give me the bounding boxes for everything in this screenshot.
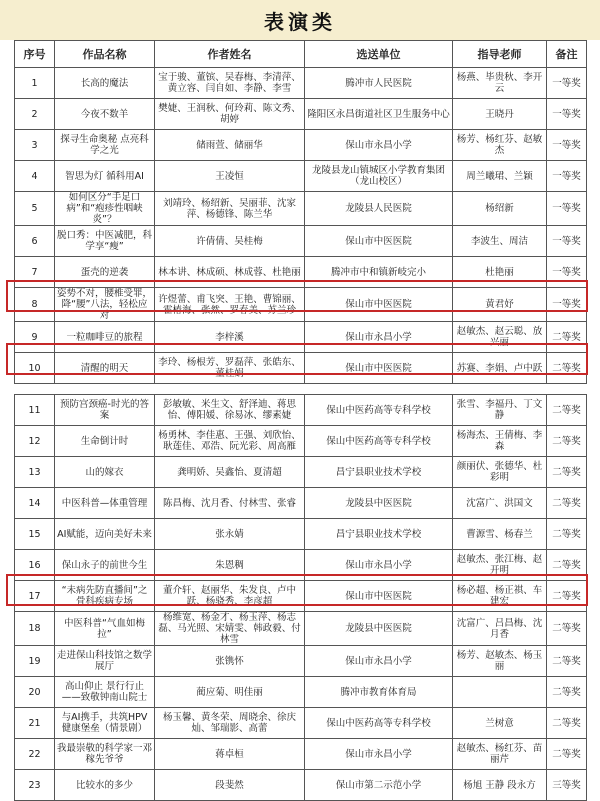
cell-remark: 二等奖	[547, 612, 587, 646]
cell-remark: 一等奖	[547, 161, 587, 192]
cell-teacher: 赵敏杰、赵云聪、放兴丽	[453, 322, 547, 353]
table-row	[15, 708, 587, 739]
cell-unit: 保山市永昌小学	[305, 550, 453, 581]
cell-teacher: 赵敏杰、张江梅、赵开明	[453, 550, 547, 581]
cell-remark: 二等奖	[547, 581, 587, 612]
cell-unit: 龙陵县人民医院	[305, 192, 453, 226]
gap-cell	[155, 384, 305, 395]
header-row	[15, 41, 587, 68]
header-teacher: 指导老师	[453, 41, 547, 68]
cell-teacher: 兰树意	[453, 708, 547, 739]
cell-unit: 保山中医药高等专科学校	[305, 426, 453, 457]
cell-remark: 二等奖	[547, 708, 587, 739]
table-row	[15, 192, 587, 226]
cell-teacher: 杨旭 王静 段永方	[453, 770, 547, 801]
cell-index: 17	[15, 581, 55, 612]
cell-remark: 三等奖	[547, 770, 587, 801]
cell-remark: 二等奖	[547, 550, 587, 581]
cell-index: 9	[15, 322, 55, 353]
cell-authors: 段斐然	[155, 770, 305, 801]
cell-remark: 二等奖	[547, 488, 587, 519]
header-authors: 作者姓名	[155, 41, 305, 68]
table-row	[15, 226, 587, 257]
cell-index: 21	[15, 708, 55, 739]
cell-work: 清醒的明天	[55, 353, 155, 384]
table-row	[15, 257, 587, 288]
cell-index: 10	[15, 353, 55, 384]
cell-authors: 许倩倩、吴桂梅	[155, 226, 305, 257]
cell-authors: 杨维宽、杨金才、杨玉萍、杨志磊、马光照、宋婧雯、韩政毅、付林雪	[155, 612, 305, 646]
cell-index: 23	[15, 770, 55, 801]
header-remark: 备注	[547, 41, 587, 68]
cell-authors: 许煜蕾、甫飞突、王艳、曹锦丽、霍椿海、张然、罗春美、苏兰珍	[155, 288, 305, 322]
cell-index: 20	[15, 677, 55, 708]
cell-unit: 腾冲市教育体育局	[305, 677, 453, 708]
cell-index: 13	[15, 457, 55, 488]
cell-teacher: 杨燕、毕贵秋、李开云	[453, 68, 547, 99]
cell-remark: 一等奖	[547, 288, 587, 322]
header-unit: 选送单位	[305, 41, 453, 68]
cell-teacher: 沈富广、吕昌梅、沈月香	[453, 612, 547, 646]
cell-work: 中医科普—体重管理	[55, 488, 155, 519]
cell-authors: 李梓溪	[155, 322, 305, 353]
cell-remark: 二等奖	[547, 395, 587, 426]
cell-index: 12	[15, 426, 55, 457]
cell-teacher: 杨芳、赵敏杰、杨玉丽	[453, 646, 547, 677]
cell-remark: 二等奖	[547, 457, 587, 488]
table-body	[15, 68, 587, 801]
cell-authors: 彭敏敏、米生文、舒泽迪、蒋思怡、傅阳媛、徐易冰、缪素婕	[155, 395, 305, 426]
section-gap	[15, 384, 587, 395]
cell-unit: 龙陵县中医医院	[305, 488, 453, 519]
table-row	[15, 488, 587, 519]
cell-work: 蛋壳的逆袭	[55, 257, 155, 288]
cell-work: 山的嫁衣	[55, 457, 155, 488]
cell-teacher: 颜丽伏、张德华、杜彩明	[453, 457, 547, 488]
cell-index: 15	[15, 519, 55, 550]
table-row	[15, 519, 587, 550]
cell-remark: 二等奖	[547, 646, 587, 677]
cell-work: 与AI携手，共筑HPV健康堡垒（情景剧）	[55, 708, 155, 739]
cell-authors: 朱恩稠	[155, 550, 305, 581]
cell-index: 3	[15, 130, 55, 161]
cell-unit: 保山市中医医院	[305, 288, 453, 322]
cell-work: 探寻生命奥秘 点亮科学之光	[55, 130, 155, 161]
cell-teacher: 曹源雪、杨春兰	[453, 519, 547, 550]
gap-cell	[305, 384, 453, 395]
cell-unit: 保山中医药高等专科学校	[305, 395, 453, 426]
cell-index: 2	[15, 99, 55, 130]
table-row	[15, 161, 587, 192]
cell-teacher: 沈富广、洪国文	[453, 488, 547, 519]
table-row	[15, 612, 587, 646]
cell-teacher	[453, 677, 547, 708]
cell-index: 1	[15, 68, 55, 99]
cell-work: 我最崇敬的科学家一邓稼先爷爷	[55, 739, 155, 770]
cell-authors: 王凌恒	[155, 161, 305, 192]
gap-cell	[547, 384, 587, 395]
cell-remark: 二等奖	[547, 677, 587, 708]
cell-unit: 腾冲市人民医院	[305, 68, 453, 99]
table-row	[15, 426, 587, 457]
cell-index: 14	[15, 488, 55, 519]
cell-index: 6	[15, 226, 55, 257]
cell-unit: 龙陵县龙山镇城区小学教育集团（龙山校区）	[305, 161, 453, 192]
cell-work: 今夜不数羊	[55, 99, 155, 130]
cell-authors: 董介轩、赵丽华、朱发良、卢中跃、杨骁秀、李彦超	[155, 581, 305, 612]
cell-authors: 杨勇林、李佳惠、王强、刘欣怡、耿莲佳、邓浩、阮光彩、周高雁	[155, 426, 305, 457]
cell-remark: 二等奖	[547, 426, 587, 457]
cell-work: 如何区分“手足口病”和“疱疹性咽峡炎”？	[55, 192, 155, 226]
cell-unit: 保山市永昌小学	[305, 646, 453, 677]
cell-index: 19	[15, 646, 55, 677]
cell-work: “未病先防直播间”之骨科疾病专场	[55, 581, 155, 612]
table-row	[15, 646, 587, 677]
cell-teacher: 周兰曦珺、兰颖	[453, 161, 547, 192]
table-row	[15, 130, 587, 161]
cell-unit: 保山市中医医院	[305, 353, 453, 384]
gap-cell	[15, 384, 55, 395]
cell-index: 16	[15, 550, 55, 581]
cell-authors: 刘靖玲、杨绍新、吴丽菲、沈家萍、杨德锋、陈兰华	[155, 192, 305, 226]
cell-authors: 陈昌梅、沈月香、付林雪、张睿	[155, 488, 305, 519]
cell-remark: 一等奖	[547, 192, 587, 226]
cell-teacher: 杨必超、杨正祺、车建宏	[453, 581, 547, 612]
cell-remark: 一等奖	[547, 226, 587, 257]
cell-work: 脱口秀：中医减肥，科学享“瘦”	[55, 226, 155, 257]
cell-teacher: 杨绍新	[453, 192, 547, 226]
cell-authors: 林本讲、林成硕、林成蓉、杜艳丽	[155, 257, 305, 288]
cell-authors: 杨玉馨、黄冬荣、周晓余、徐庆灿、邹瑞影、高蕾	[155, 708, 305, 739]
cell-remark: 一等奖	[547, 68, 587, 99]
cell-index: 4	[15, 161, 55, 192]
header-index: 序号	[15, 41, 55, 68]
cell-teacher: 王晓丹	[453, 99, 547, 130]
cell-remark: 二等奖	[547, 353, 587, 384]
cell-work: 保山永子的前世今生	[55, 550, 155, 581]
table-row	[15, 322, 587, 353]
cell-work: 预防宫颈癌-时光的答案	[55, 395, 155, 426]
cell-remark: 一等奖	[547, 257, 587, 288]
cell-authors: 龚明娇、吴鑫怡、夏清超	[155, 457, 305, 488]
cell-remark: 二等奖	[547, 322, 587, 353]
cell-index: 8	[15, 288, 55, 322]
cell-unit: 昌宁县职业技术学校	[305, 519, 453, 550]
cell-authors: 张镌怀	[155, 646, 305, 677]
gap-cell	[453, 384, 547, 395]
cell-index: 11	[15, 395, 55, 426]
table-row	[15, 677, 587, 708]
table-row	[15, 581, 587, 612]
cell-teacher: 苏赛、李娟、卢中跃	[453, 353, 547, 384]
cell-index: 7	[15, 257, 55, 288]
page-title: 表演类	[264, 10, 336, 34]
cell-authors: 李玲、杨根芳、罗磊萍、张皓东、董桂娟	[155, 353, 305, 384]
cell-work: 比较水的多少	[55, 770, 155, 801]
table-row	[15, 550, 587, 581]
cell-authors: 樊婕、王润秋、何玲莉、陈文秀、胡婷	[155, 99, 305, 130]
cell-teacher: 杜艳丽	[453, 257, 547, 288]
table-row	[15, 739, 587, 770]
cell-authors: 蒋卓桓	[155, 739, 305, 770]
cell-unit: 保山中医药高等专科学校	[305, 708, 453, 739]
gap-cell	[55, 384, 155, 395]
cell-unit: 保山市中医医院	[305, 226, 453, 257]
table-row	[15, 99, 587, 130]
table-row	[15, 395, 587, 426]
cell-work: 生命倒计时	[55, 426, 155, 457]
cell-remark: 一等奖	[547, 99, 587, 130]
cell-unit: 保山市中医医院	[305, 581, 453, 612]
cell-authors: 蔺应菊、明佳丽	[155, 677, 305, 708]
cell-index: 18	[15, 612, 55, 646]
cell-work: 智思为灯 循科用AI	[55, 161, 155, 192]
cell-work: 高山仰止 景行行止——致敬钟南山院士	[55, 677, 155, 708]
cell-unit: 保山市永昌小学	[305, 739, 453, 770]
cell-index: 22	[15, 739, 55, 770]
cell-teacher: 李波生、周洁	[453, 226, 547, 257]
cell-teacher: 张雪、李福丹、丁文静	[453, 395, 547, 426]
cell-teacher: 赵敏杰、杨红芬、苗丽芹	[453, 739, 547, 770]
cell-work: 中医科普“气血如梅拉”	[55, 612, 155, 646]
cell-work: 姿势不对，腰椎受罪，降“腰”八法，轻松应对	[55, 288, 155, 322]
cell-unit: 保山市第二示范小学	[305, 770, 453, 801]
header-work: 作品名称	[55, 41, 155, 68]
cell-unit: 腾冲市中和镇新岐完小	[305, 257, 453, 288]
cell-unit: 保山市永昌小学	[305, 130, 453, 161]
table-row	[15, 770, 587, 801]
cell-teacher: 杨海杰、王倩梅、李森	[453, 426, 547, 457]
cell-teacher: 黄君妤	[453, 288, 547, 322]
cell-authors: 储雨萱、储丽华	[155, 130, 305, 161]
cell-authors: 宝于骏、董镔、吴春梅、李清萍、黄立容、闫自如、李静、李雪	[155, 68, 305, 99]
table-row	[15, 68, 587, 99]
cell-teacher: 杨芳、杨红芬、赵敏杰	[453, 130, 547, 161]
cell-work: AI赋能，迈向美好未来	[55, 519, 155, 550]
awards-table	[14, 40, 587, 801]
cell-unit: 保山市永昌小学	[305, 322, 453, 353]
cell-index: 5	[15, 192, 55, 226]
cell-work: 一粒咖啡豆的旅程	[55, 322, 155, 353]
cell-remark: 一等奖	[547, 130, 587, 161]
cell-unit: 昌宁县职业技术学校	[305, 457, 453, 488]
cell-work: 长高的魔法	[55, 68, 155, 99]
cell-unit: 龙陵县中医医院	[305, 612, 453, 646]
cell-remark: 二等奖	[547, 519, 587, 550]
table-row	[15, 353, 587, 384]
table-row	[15, 457, 587, 488]
cell-unit: 隆阳区永昌街道社区卫生服务中心	[305, 99, 453, 130]
cell-remark: 二等奖	[547, 739, 587, 770]
cell-authors: 张永婧	[155, 519, 305, 550]
cell-work: 走进保山科技馆之数学展厅	[55, 646, 155, 677]
table-row	[15, 288, 587, 322]
